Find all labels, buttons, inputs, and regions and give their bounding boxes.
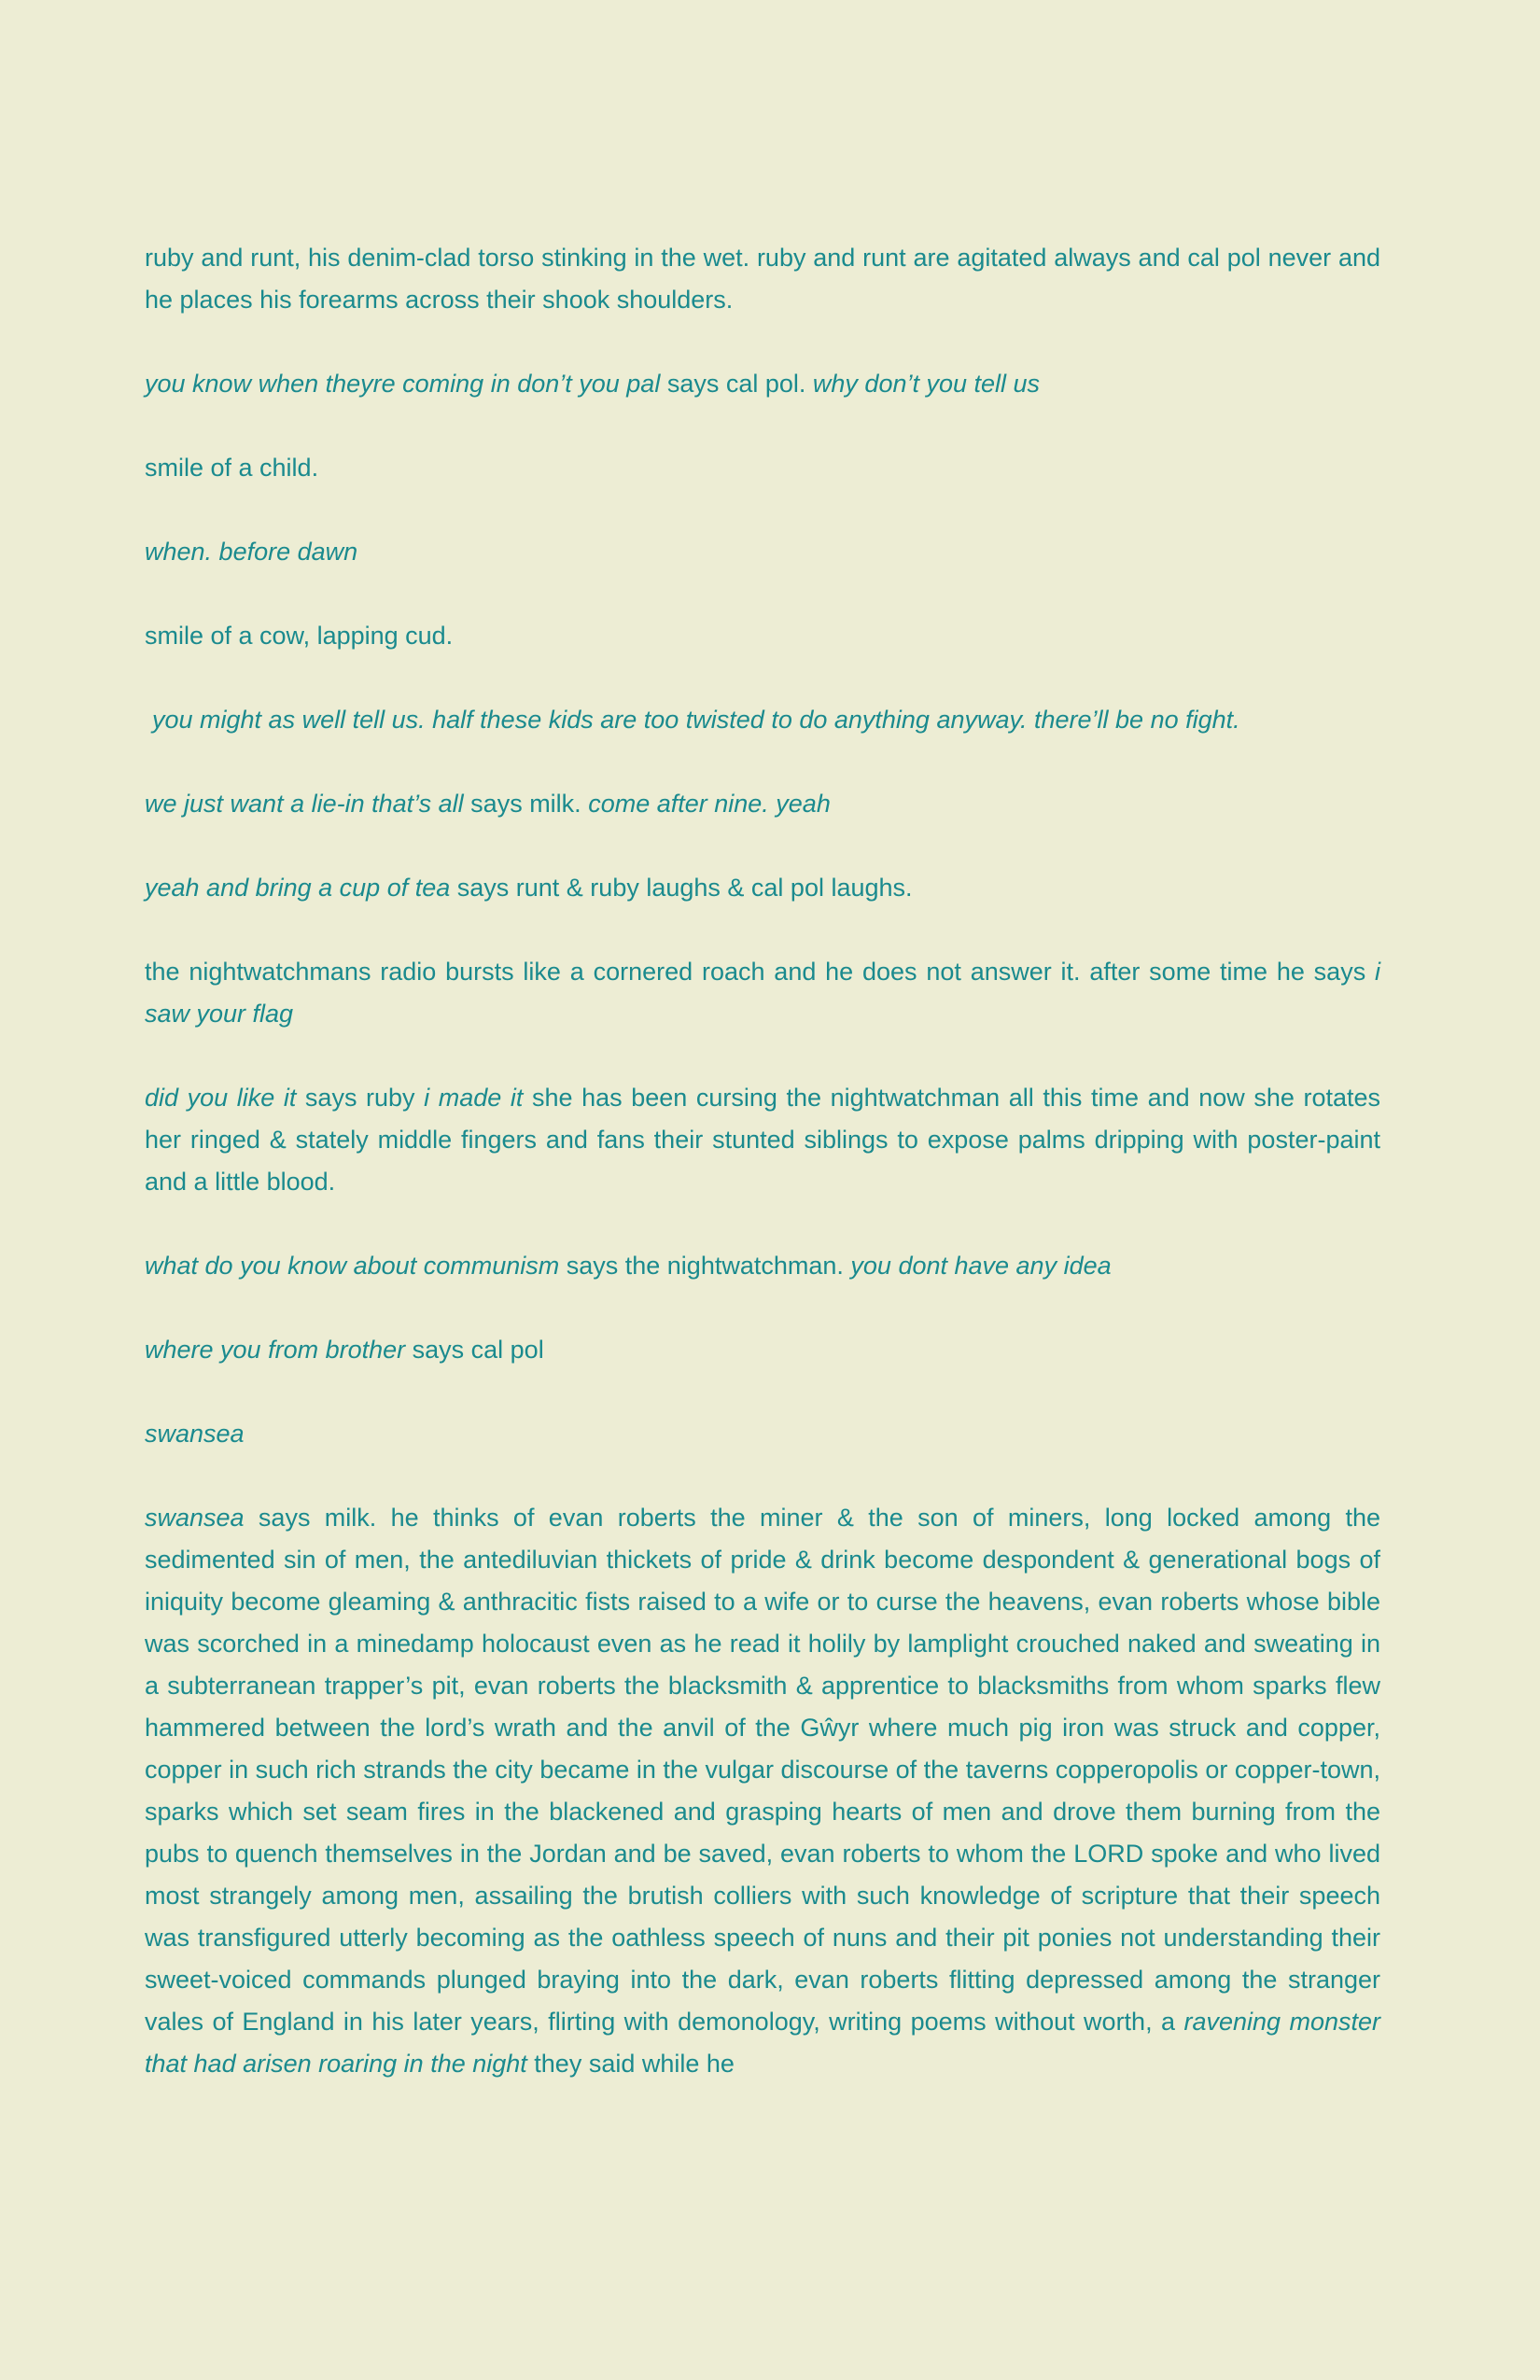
italic-run: you dont have any idea [850, 1252, 1112, 1280]
italic-run: you might as well tell us. half these kids are too twisted to do anything anyway. there’ll be no fight. [152, 706, 1240, 734]
text-run: says runt & ruby laughs & cal pol laughs. [450, 874, 913, 902]
paragraph [145, 1329, 1380, 1371]
text-run: they said while he [526, 2050, 735, 2078]
text-run: the nightwatchmans radio bursts like a cornered roach and he does not answer it. after some time he says [145, 958, 1375, 986]
paragraph [145, 237, 1380, 321]
paragraph [145, 447, 1380, 489]
italic-run: when. before dawn [145, 538, 358, 566]
italic-run: did you like it [145, 1084, 297, 1112]
document-body [145, 237, 1380, 2127]
italic-run: ravening monster that had arisen roaring in the night [145, 2008, 1380, 2078]
text-run: says ruby [296, 1084, 425, 1112]
text-run: smile of a cow, lapping cud. [145, 622, 454, 650]
text-run: says milk. [463, 790, 589, 818]
italic-run: i made it [424, 1084, 524, 1112]
paragraph [145, 615, 1380, 657]
paragraph [145, 1413, 1380, 1455]
italic-run: yeah and bring a cup of tea [145, 874, 451, 902]
italic-run: swansea [145, 1420, 245, 1448]
paragraph [145, 951, 1380, 1035]
italic-run: come after nine. yeah [588, 790, 831, 818]
paragraph [145, 531, 1380, 573]
paragraph [145, 363, 1380, 405]
paragraph [145, 1077, 1380, 1203]
text-run: says the nightwatchman. [559, 1252, 851, 1280]
italic-run: we just want a lie-in that’s all [145, 790, 464, 818]
italic-run: why don’t you tell us [812, 370, 1041, 398]
italic-run: what do you know about communism [145, 1252, 560, 1280]
italic-run: you know when theyre coming in don’t you pal [145, 370, 661, 398]
italic-run: swansea [145, 1504, 245, 1532]
italic-run: where you from brother [145, 1336, 406, 1364]
text-run: says cal pol [405, 1336, 544, 1364]
paragraph [145, 783, 1380, 825]
paragraph [145, 699, 1380, 741]
text-run: says milk. he thinks of evan roberts the miner & the son of miners, long locked among the sedimented sin of men, the antediluvian thickets of pride & drink become despondent & generational bogs of iniquity become gleaming & anthracitic fists raised to a wife or to curse the heavens, evan roberts whose bible was scorched in a minedamp holocaust even as he read it holily by lamplight crouched naked and sweating in a subterranean trapper’s pit, evan roberts the blacksmith & apprentice to blacksmiths from whom sparks flew hammered between the lord’s wrath and the anvil of the Gŵyr where much pig iron was struck and copper, copper in such rich strands the city became in the vulgar discourse of the taverns copperopolis or copper-town, sparks which set seam fires in the blackened and grasping hearts of men and drove them burning from the pubs to quench themselves in the Jordan and be saved, evan roberts to whom the LORD spoke and who lived most strangely among men, assailing the brutish colliers with such knowledge of scripture that their speech was transfigured utterly becoming as the oathless speech of nuns and their pit ponies not understanding their sweet-voiced commands plunged braying into the dark, evan roberts flitting depressed among the stranger vales of England in his later years, flirting with demonology, writing poems without worth, a [145, 1504, 1380, 2036]
text-run: says cal pol. [660, 370, 813, 398]
text-run: smile of a child. [145, 454, 319, 482]
paragraph [145, 867, 1380, 909]
text-run: ruby and runt, his denim-clad torso stinking in the wet. ruby and runt are agitated always and cal pol never and he places his forearms across their shook shoulders. [145, 244, 1380, 314]
paragraph [145, 1497, 1380, 2085]
italic-run: i saw your flag [145, 958, 1380, 1028]
paragraph [145, 1245, 1380, 1287]
text-run: she has been cursing the nightwatchman all this time and now she rotates her ringed & stately middle fingers and fans their stunted siblings to expose palms dripping with poster-paint and a little blood. [145, 1084, 1381, 1196]
